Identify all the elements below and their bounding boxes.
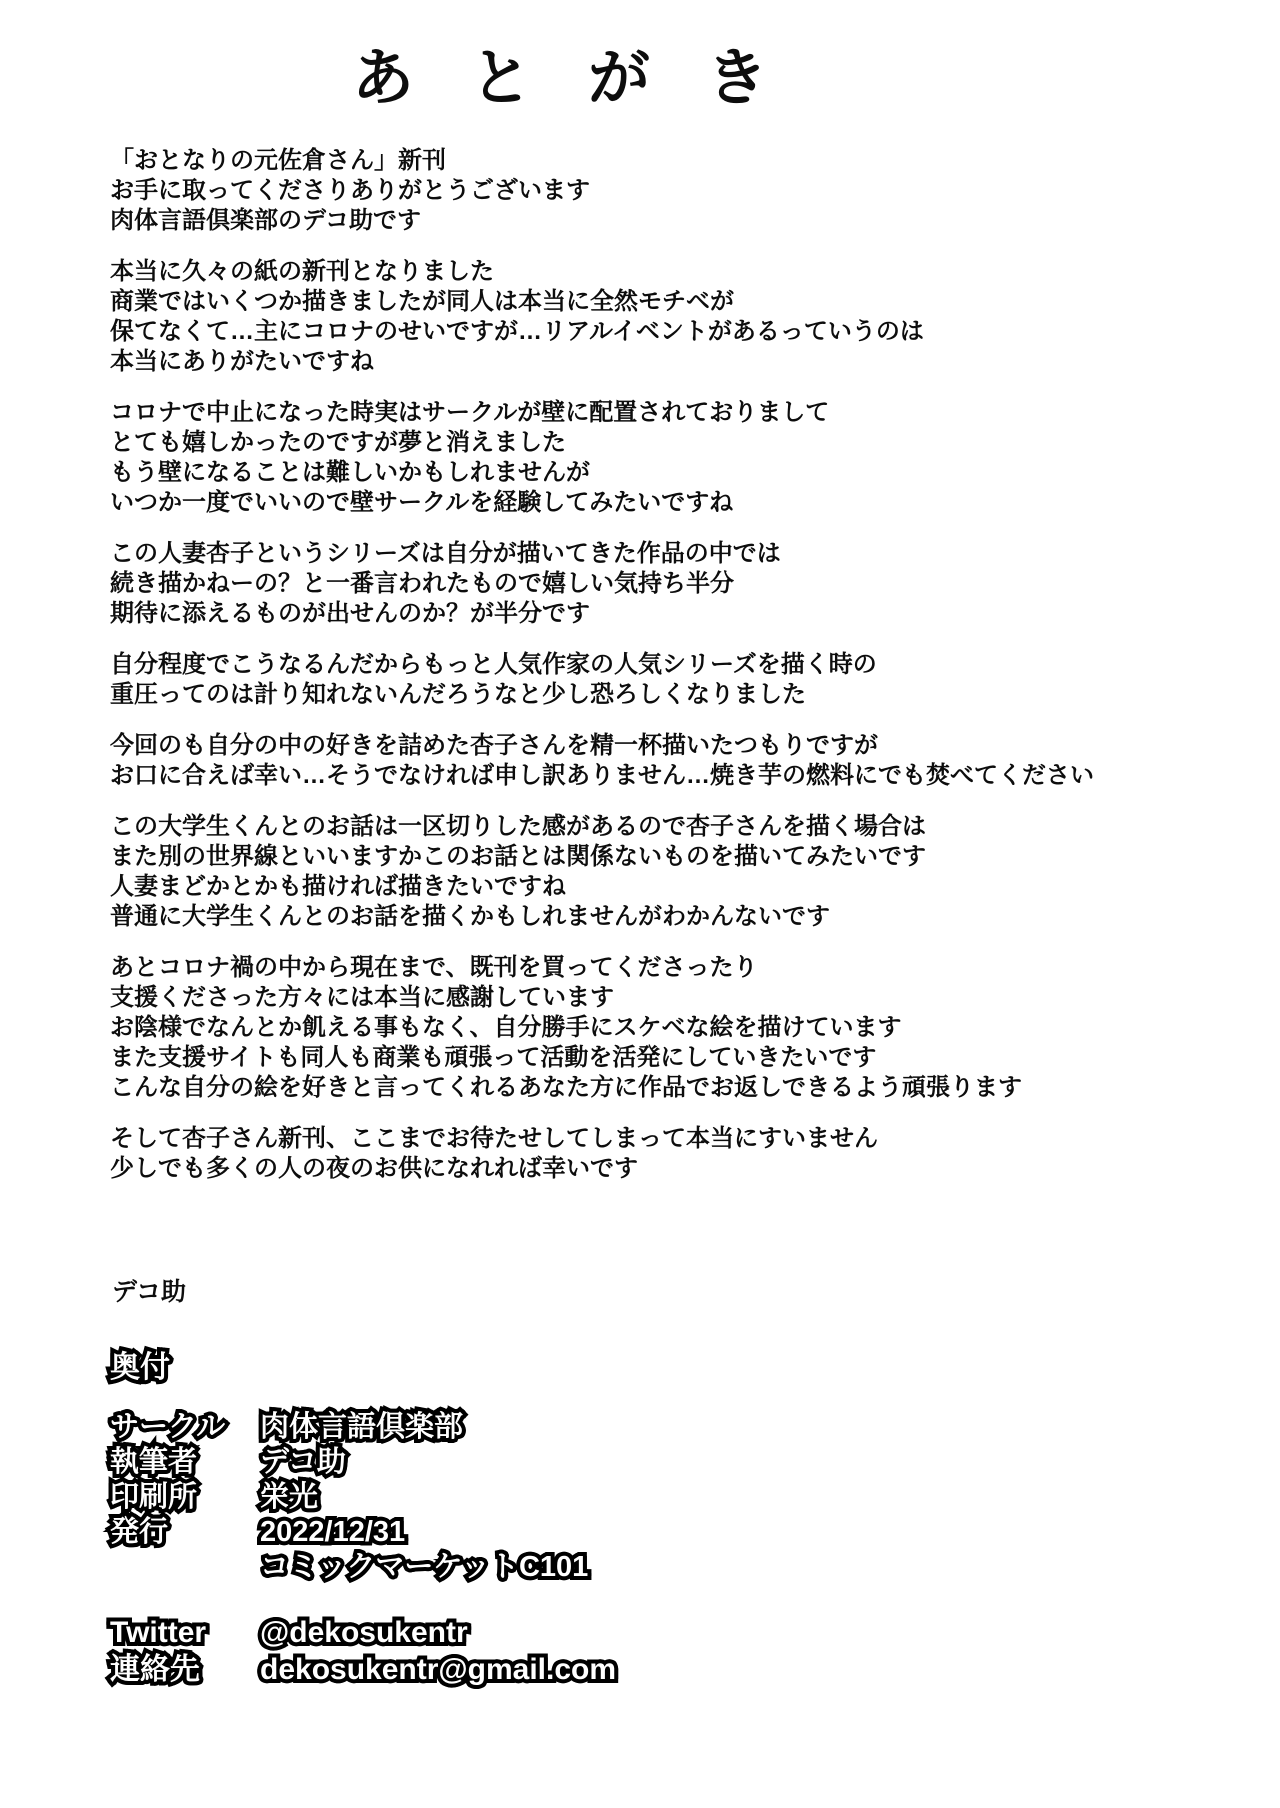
author-signature: デコ助 [112,1278,187,1306]
contact-row [110,1654,1280,1686]
colophon-value: 栄光 栄光 [260,1482,318,1513]
paragraph [110,146,1280,236]
paragraph [110,812,1280,932]
colophon-label: サークル サークル [110,1412,225,1443]
text-line: 期待に添えるものが出せんのか？が半分です [110,600,590,627]
text-line: いつか一度でいいので壁サークルを経験してみたいですね [110,489,734,516]
paragraph [110,1124,1280,1184]
text-line: お陰様でなんとか飢える事もなく、自分勝手にスケベな絵を描けています [110,1014,902,1041]
afterword-body [110,146,1280,1184]
colophon-rows [110,1412,1280,1583]
text-line: お手に取ってくださりありがとうございます [110,177,590,204]
paragraph [110,731,1280,791]
text-line: 続き描かねーの？と一番言われたもので嬉しい気持ち半分 [110,570,734,597]
paragraph [110,953,1280,1103]
text-line: 人妻まどかとかも描ければ描きたいですね [110,873,566,900]
colophon-label: 執筆者 執筆者 [110,1447,197,1478]
colophon-row [110,1517,1280,1548]
text-line: また別の世界線といいますかこのお話とは関係ないものを描いてみたいです [110,843,926,870]
contact-label: 連絡先 連絡先 [110,1654,200,1686]
colophon-label: 印刷所 印刷所 [110,1482,197,1513]
text-line: 支援くださった方々には本当に感謝しています [110,984,614,1011]
colophon-row [110,1447,1280,1478]
text-line: あとコロナ禍の中から現在まで、既刊を買ってくださったり [110,954,758,981]
colophon-value: コミックマーケットC101 コミックマーケットC101 [260,1552,588,1583]
text-line: コロナで中止になった時実はサークルが壁に配置されておりまして [110,399,830,426]
paragraph [110,539,1280,629]
colophon-value: 2022/12/31 2022/12/31 [260,1517,405,1548]
text-line: もう壁になることは難しいかもしれませんが [110,459,590,486]
page-title: あとがき [351,44,824,113]
text-line: 「おとなりの元佐倉さん」新刊 [110,147,446,174]
paragraph [110,398,1280,518]
contact-value: @dekosukentr @dekosukentr [260,1617,468,1649]
contact-label: Twitter Twitter [110,1617,206,1649]
colophon-row [110,1482,1280,1513]
colophon-section [110,1350,1280,1583]
contact-row [110,1617,1280,1649]
text-line: 本当にありがたいですね [110,348,374,375]
text-line: また支援サイトも同人も商業も頑張って活動を活発にしていきたいです [110,1044,877,1071]
colophon-label: 発行 発行 [110,1517,168,1548]
text-line: 少しでも多くの人の夜のお供になれれば幸いです [110,1155,638,1182]
colophon-value: 肉体言語倶楽部 肉体言語倶楽部 [260,1412,463,1443]
text-line: とても嬉しかったのですが夢と消えました [110,429,566,456]
colophon-value: デコ助 デコ助 [260,1447,346,1478]
text-line: この人妻杏子というシリーズは自分が描いてきた作品の中では [110,540,781,567]
colophon-heading: 奥付 奥付 [110,1350,170,1386]
contact-value: dekosukentr@gmail.com dekosukentr@gmail.com [260,1654,616,1686]
text-line: 自分程度でこうなるんだからもっと人気作家の人気シリーズを描く時の [110,651,877,678]
text-line: 肉体言語倶楽部のデコ助です [110,207,422,234]
text-line: そして杏子さん新刊、ここまでお待たせしてしまって本当にすいません [110,1125,878,1152]
text-line: 今回のも自分の中の好きを詰めた杏子さんを精一杯描いたつもりですが [110,732,878,759]
text-line: お口に合えば幸い…そうでなければ申し訳ありません…焼き芋の燃料にでも焚べてください [110,762,1094,789]
colophon-row [110,1552,1280,1583]
colophon-row [110,1412,1280,1443]
contact-section [110,1617,1280,1686]
text-line: 保てなくて…主にコロナのせいですが…リアルイベントがあるっていうのは [110,318,924,345]
text-line: 商業ではいくつか描きましたが同人は本当に全然モチベが [110,288,734,315]
text-line: 重圧ってのは計り知れないんだろうなと少し恐ろしくなりました [110,681,806,708]
text-line: こんな自分の絵を好きと言ってくれるあなた方に作品でお返しできるよう頑張ります [110,1074,1022,1101]
paragraph [110,650,1280,710]
text-line: この大学生くんとのお話は一区切りした感があるので杏子さんを描く場合は [110,813,926,840]
text-line: 普通に大学生くんとのお話を描くかもしれませんがわかんないです [110,903,830,930]
paragraph [110,257,1280,377]
text-line: 本当に久々の紙の新刊となりました [110,258,494,285]
